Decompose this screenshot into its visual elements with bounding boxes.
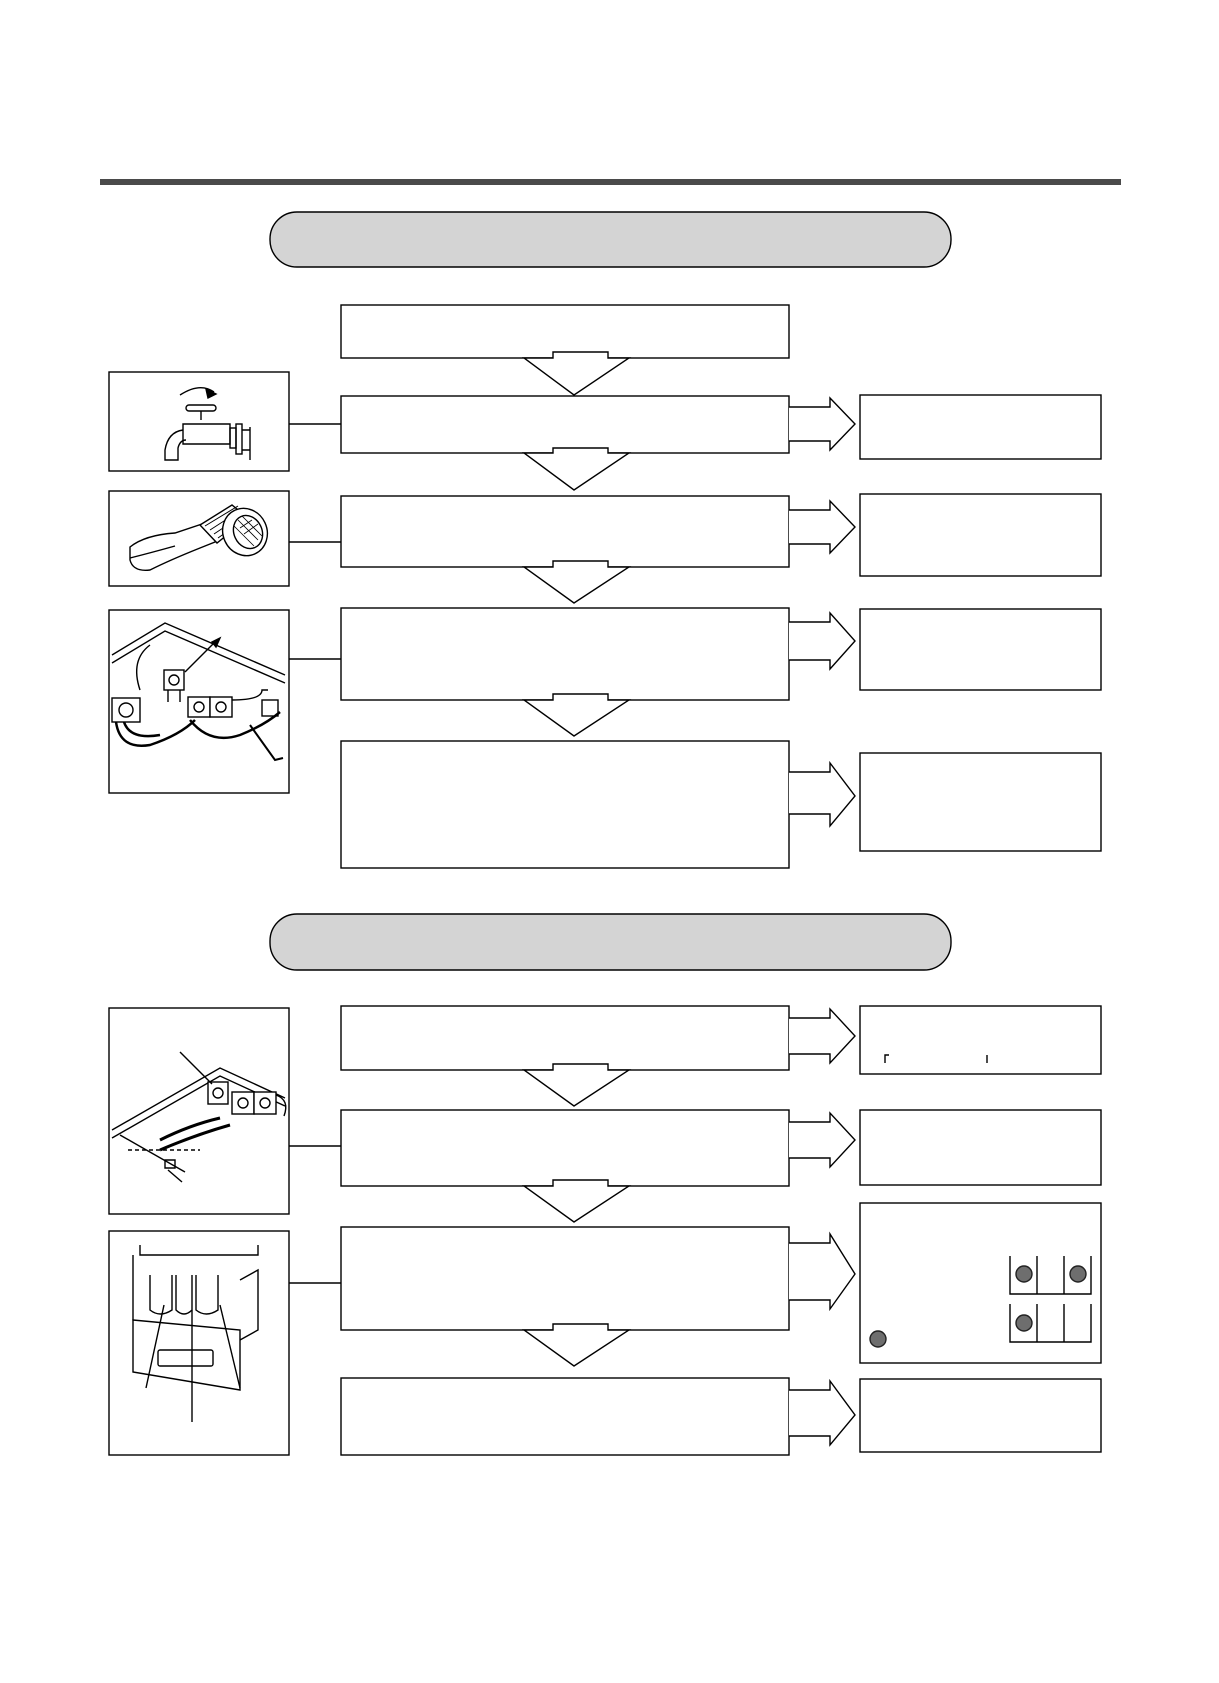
detergent-dispenser-illustration — [109, 1231, 289, 1455]
right-arrow — [789, 501, 855, 553]
result-box — [860, 609, 1101, 690]
down-arrow — [524, 1064, 629, 1106]
down-arrow — [524, 694, 629, 736]
right-arrow — [789, 1234, 855, 1309]
valve-hose-illustration — [109, 1008, 289, 1214]
flow-box — [341, 1006, 789, 1070]
result-box — [860, 1379, 1101, 1452]
down-arrow — [524, 1324, 629, 1366]
flow-box — [341, 1227, 789, 1330]
indicator-dot — [870, 1331, 886, 1347]
right-arrow — [789, 1009, 855, 1063]
right-arrow — [789, 763, 855, 826]
flow-box — [341, 1110, 789, 1186]
down-arrow — [524, 1180, 629, 1222]
flow-box-start — [341, 305, 789, 358]
indicator-dot — [1016, 1266, 1032, 1282]
section-1 — [109, 212, 1101, 868]
flow-box-check-water-supply — [341, 396, 789, 453]
flow-box-check-filter — [341, 496, 789, 567]
flow-box — [341, 1378, 789, 1455]
water-valve-illustration — [109, 610, 289, 793]
result-box — [860, 1203, 1101, 1363]
result-box — [860, 494, 1101, 576]
down-arrow — [524, 448, 629, 490]
indicator-dot — [1016, 1315, 1032, 1331]
filter-cleaning-illustration — [109, 491, 289, 586]
flow-box-check-valve — [341, 608, 789, 700]
water-tap-illustration — [109, 372, 289, 471]
right-arrow — [789, 1113, 855, 1167]
top-rule — [100, 179, 1121, 185]
down-arrow — [524, 561, 629, 603]
indicator-dot — [1070, 1266, 1086, 1282]
right-arrow — [789, 613, 855, 669]
down-arrow — [524, 352, 629, 395]
result-box — [860, 1110, 1101, 1185]
section-2-title-banner — [270, 914, 951, 970]
flow-box-check-final — [341, 741, 789, 868]
result-box — [860, 753, 1101, 851]
right-arrow — [789, 398, 855, 450]
right-arrow — [789, 1381, 855, 1445]
section-2 — [109, 914, 1101, 1455]
result-box — [860, 1006, 1101, 1074]
result-box — [860, 395, 1101, 459]
section-1-title-banner — [270, 212, 951, 267]
